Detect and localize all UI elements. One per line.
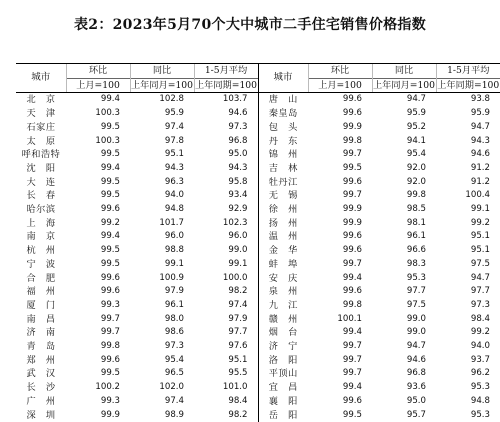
city-cell: 合 肥: [26, 272, 56, 284]
yoy-cell: 95.1: [164, 149, 184, 160]
city-cell: 济 南: [26, 327, 56, 339]
city-cell: 北 京: [26, 94, 56, 106]
yoy-cell: 93.6: [406, 382, 426, 393]
city-cell: 金 华: [258, 244, 308, 258]
mom-cell: 99.5: [100, 176, 120, 187]
city-cell: 郑 州: [26, 354, 56, 366]
mom-cell: 99.2: [100, 217, 120, 228]
city-cell: 沈 阳: [26, 162, 56, 174]
avg-cell: 94.8: [470, 395, 490, 406]
mom-cell: 100.1: [337, 313, 362, 324]
city-cell: 南 京: [26, 231, 56, 243]
city-cell: 武 汉: [26, 368, 56, 380]
city-cell: 岳 阳: [258, 409, 308, 422]
mom-header: 环比: [308, 64, 372, 79]
avg-cell: 97.7: [228, 327, 248, 338]
city-cell: 包 头: [258, 121, 308, 135]
city-cell: 杭 州: [26, 245, 56, 257]
city-cell: 宁 波: [26, 258, 56, 270]
mom-cell: 99.4: [100, 162, 120, 173]
mom-cell: 99.5: [342, 409, 362, 420]
mom-cell: 99.8: [342, 299, 362, 310]
city-cell: 蚌 埠: [258, 258, 308, 272]
mom-cell: 99.4: [100, 231, 120, 242]
avg-cell: 99.1: [228, 258, 248, 269]
mom-cell: 99.5: [100, 368, 120, 379]
avg-cell: 94.3: [470, 135, 490, 146]
city-cell: 温 州: [258, 230, 308, 244]
table-row: [16, 326, 500, 340]
mom-cell: 99.6: [100, 286, 120, 297]
table-row: [16, 354, 500, 368]
table-row: [16, 340, 500, 354]
yoy-header: 同比: [130, 64, 194, 79]
table-row: [16, 148, 500, 162]
avg-cell: 91.2: [470, 176, 490, 187]
city-cell: 福 州: [26, 286, 56, 298]
yoy-cell: 96.1: [164, 299, 184, 310]
yoy-cell: 101.7: [159, 217, 184, 228]
yoy-cell: 98.5: [406, 204, 426, 215]
yoy-base-header: 上年同月=100: [130, 78, 194, 93]
city-cell: 长 沙: [26, 382, 56, 394]
mom-cell: 99.8: [100, 341, 120, 352]
city-cell: 南 昌: [26, 313, 56, 325]
table-row: [16, 135, 500, 149]
avg-cell: 102.3: [222, 217, 248, 228]
avg-cell: 94.6: [228, 108, 248, 119]
avg-cell: 95.5: [228, 368, 248, 379]
avg-cell: 96.8: [228, 135, 248, 146]
yoy-cell: 98.3: [406, 258, 426, 269]
mom-cell: 100.3: [95, 135, 120, 146]
avg-cell: 99.2: [470, 217, 490, 228]
yoy-cell: 92.0: [406, 162, 426, 173]
yoy-cell: 95.0: [406, 395, 426, 406]
mom-cell: 99.5: [100, 245, 120, 256]
avg-base-header: 上年同期=100: [436, 78, 500, 93]
avg-cell: 95.1: [470, 245, 490, 256]
mom-cell: 100.3: [95, 108, 120, 119]
yoy-cell: 102.8: [159, 94, 184, 105]
avg-cell: 94.3: [228, 162, 248, 173]
city-header: 城市: [258, 64, 308, 93]
city-cell: 深 圳: [26, 409, 56, 421]
table-row: [16, 285, 500, 299]
avg-cell: 96.0: [228, 231, 248, 242]
city-cell: 太 原: [26, 135, 56, 147]
avg-cell: 95.1: [470, 231, 490, 242]
avg-cell: 95.9: [470, 108, 490, 119]
mom-cell: 99.7: [342, 149, 362, 160]
yoy-cell: 95.9: [406, 108, 426, 119]
yoy-cell: 94.0: [164, 190, 184, 201]
page-title: 表2：2023年5月70个大中城市二手住宅销售价格指数: [73, 17, 427, 33]
mom-cell: 99.6: [342, 231, 362, 242]
avg-cell: 97.4: [228, 299, 248, 310]
mom-header: 环比: [66, 64, 130, 79]
yoy-cell: 96.0: [164, 231, 184, 242]
yoy-cell: 97.3: [164, 341, 184, 352]
yoy-cell: 95.9: [164, 108, 184, 119]
yoy-base-header: 上年同月=100: [372, 78, 436, 93]
yoy-cell: 99.1: [164, 258, 184, 269]
yoy-cell: 97.4: [164, 121, 184, 132]
avg-cell: 93.7: [470, 354, 490, 365]
avg-cell: 94.7: [470, 121, 490, 132]
city-cell: 烟 台: [258, 326, 308, 340]
mom-cell: 99.6: [342, 94, 362, 105]
avg-cell: 100.0: [222, 272, 248, 283]
city-cell: 洛 阳: [258, 354, 308, 368]
yoy-cell: 92.0: [406, 176, 426, 187]
mom-cell: 99.5: [100, 258, 120, 269]
mom-base-header: 上月=100: [308, 78, 372, 93]
avg-cell: 93.8: [470, 94, 490, 105]
yoy-cell: 98.8: [164, 245, 184, 256]
table-row: [16, 381, 500, 395]
yoy-cell: 94.7: [406, 94, 426, 105]
yoy-cell: 96.5: [164, 368, 184, 379]
table-row: [16, 244, 500, 258]
mom-cell: 99.5: [100, 149, 120, 160]
table-row: [16, 367, 500, 381]
mom-cell: 99.7: [342, 368, 362, 379]
avg-cell: 94.0: [470, 341, 490, 352]
avg-cell: 91.2: [470, 162, 490, 173]
mom-cell: 99.8: [342, 135, 362, 146]
avg-cell: 98.4: [228, 395, 248, 406]
yoy-cell: 94.7: [406, 341, 426, 352]
mom-cell: 99.4: [342, 272, 362, 283]
avg-cell: 99.2: [470, 327, 490, 338]
yoy-cell: 99.0: [406, 313, 426, 324]
table-row: [16, 203, 500, 217]
mom-cell: 99.7: [342, 258, 362, 269]
city-cell: 广 州: [26, 395, 56, 407]
mom-cell: 99.4: [342, 327, 362, 338]
city-cell: 大 连: [26, 176, 56, 188]
avg-cell: 95.1: [228, 354, 248, 365]
table-row: [16, 258, 500, 272]
avg-cell: 95.3: [470, 409, 490, 420]
yoy-cell: 96.8: [406, 368, 426, 379]
avg-cell: 94.7: [470, 272, 490, 283]
avg-cell: 100.4: [465, 190, 490, 201]
city-cell: 长 春: [26, 190, 56, 202]
mom-cell: 100.2: [95, 382, 120, 393]
yoy-cell: 98.0: [164, 313, 184, 324]
yoy-cell: 99.8: [406, 190, 426, 201]
avg-cell: 101.0: [222, 382, 248, 393]
avg-cell: 97.5: [470, 258, 490, 269]
mom-cell: 99.5: [342, 162, 362, 173]
mom-cell: 99.9: [342, 121, 362, 132]
city-cell: 徐 州: [258, 203, 308, 217]
table-row: [16, 272, 500, 286]
city-cell: 厦 门: [26, 299, 56, 311]
city-header: 城市: [16, 64, 66, 93]
city-cell: 唐 山: [258, 93, 308, 107]
city-cell: 丹 东: [258, 135, 308, 149]
yoy-cell: 97.4: [164, 395, 184, 406]
yoy-cell: 94.3: [164, 162, 184, 173]
avg-cell: 99.1: [470, 204, 490, 215]
city-cell: 锦 州: [258, 148, 308, 162]
table-row: [16, 217, 500, 231]
avg-cell: 97.3: [228, 121, 248, 132]
yoy-cell: 95.2: [406, 121, 426, 132]
table-row: [16, 230, 500, 244]
yoy-cell: 95.7: [406, 409, 426, 420]
avg-cell: 98.2: [228, 409, 248, 420]
table-row: [16, 176, 500, 190]
mom-cell: 99.3: [100, 299, 120, 310]
city-cell: 安 庆: [258, 272, 308, 286]
table-row: [16, 313, 500, 327]
city-cell: 襄 阳: [258, 395, 308, 409]
mom-cell: 99.7: [342, 341, 362, 352]
yoy-cell: 98.9: [164, 409, 184, 420]
mom-cell: 99.6: [100, 272, 120, 283]
avg-cell: 94.6: [470, 149, 490, 160]
avg-cell: 97.3: [470, 299, 490, 310]
yoy-header: 同比: [372, 64, 436, 79]
city-cell: 天 津: [26, 108, 56, 120]
table-row: [16, 121, 500, 135]
mom-cell: 99.6: [342, 108, 362, 119]
city-cell: 泉 州: [258, 285, 308, 299]
yoy-cell: 96.3: [164, 176, 184, 187]
city-cell: 吉 林: [258, 162, 308, 176]
yoy-cell: 102.0: [159, 382, 184, 393]
city-cell: 平顶山: [258, 367, 308, 381]
yoy-cell: 95.3: [406, 272, 426, 283]
mom-cell: 99.7: [100, 313, 120, 324]
mom-cell: 99.6: [342, 245, 362, 256]
city-cell: 宜 昌: [258, 381, 308, 395]
table-row: [16, 93, 500, 107]
avg-base-header: 上年同期=100: [194, 78, 258, 93]
city-cell: 济 宁: [258, 340, 308, 354]
mom-cell: 99.6: [342, 176, 362, 187]
city-cell: 牡丹江: [258, 176, 308, 190]
table-row: [16, 299, 500, 313]
yoy-cell: 95.4: [164, 354, 184, 365]
yoy-cell: 94.8: [164, 204, 184, 215]
mom-cell: 99.6: [342, 286, 362, 297]
city-cell: 哈尔滨: [26, 204, 56, 216]
price-index-table: [16, 63, 500, 422]
avg-cell: 92.9: [228, 204, 248, 215]
city-cell: 青 岛: [26, 341, 56, 353]
mom-cell: 99.9: [342, 217, 362, 228]
city-cell: 赣 州: [258, 313, 308, 327]
mom-cell: 99.6: [342, 395, 362, 406]
yoy-cell: 97.8: [164, 135, 184, 146]
mom-cell: 99.5: [100, 121, 120, 132]
yoy-cell: 97.7: [406, 286, 426, 297]
table-row: [16, 107, 500, 121]
table-row: [16, 395, 500, 409]
mom-base-header: 上月=100: [66, 78, 130, 93]
avg-cell: 99.0: [228, 245, 248, 256]
yoy-cell: 96.1: [406, 231, 426, 242]
city-cell: 呼和浩特: [21, 149, 61, 161]
mom-cell: 99.4: [342, 382, 362, 393]
avg-cell: 96.2: [470, 368, 490, 379]
avg-cell: 95.8: [228, 176, 248, 187]
yoy-cell: 97.5: [406, 299, 426, 310]
avg-cell: 95.0: [228, 149, 248, 160]
avg-header: 1-5月平均: [194, 64, 258, 79]
mom-cell: 99.5: [100, 190, 120, 201]
mom-cell: 99.9: [342, 204, 362, 215]
mom-cell: 99.7: [342, 190, 362, 201]
mom-cell: 99.9: [100, 409, 120, 420]
city-cell: 上 海: [26, 217, 56, 229]
yoy-cell: 98.1: [406, 217, 426, 228]
table-row: [16, 409, 500, 422]
table-row: [16, 189, 500, 203]
avg-cell: 93.4: [228, 190, 248, 201]
yoy-cell: 94.1: [406, 135, 426, 146]
yoy-cell: 99.0: [406, 327, 426, 338]
avg-cell: 103.7: [222, 94, 248, 105]
avg-cell: 98.2: [228, 286, 248, 297]
yoy-cell: 95.4: [406, 149, 426, 160]
avg-header: 1-5月平均: [436, 64, 500, 79]
yoy-cell: 97.9: [164, 286, 184, 297]
mom-cell: 99.3: [100, 395, 120, 406]
city-cell: 无 锡: [258, 189, 308, 203]
mom-cell: 99.6: [100, 354, 120, 365]
mom-cell: 99.7: [100, 327, 120, 338]
city-cell: 秦皇岛: [258, 107, 308, 121]
avg-cell: 95.3: [470, 382, 490, 393]
city-cell: 九 江: [258, 299, 308, 313]
mom-cell: 99.7: [342, 354, 362, 365]
city-cell: 石家庄: [26, 121, 56, 133]
yoy-cell: 98.6: [164, 327, 184, 338]
avg-cell: 98.4: [470, 313, 490, 324]
city-cell: 扬 州: [258, 217, 308, 231]
yoy-cell: 96.6: [406, 245, 426, 256]
mom-cell: 99.6: [100, 204, 120, 215]
avg-cell: 97.6: [228, 341, 248, 352]
table-row: [16, 162, 500, 176]
avg-cell: 97.9: [228, 313, 248, 324]
mom-cell: 99.4: [100, 94, 120, 105]
yoy-cell: 100.9: [159, 272, 184, 283]
yoy-cell: 94.6: [406, 354, 426, 365]
avg-cell: 97.7: [470, 286, 490, 297]
